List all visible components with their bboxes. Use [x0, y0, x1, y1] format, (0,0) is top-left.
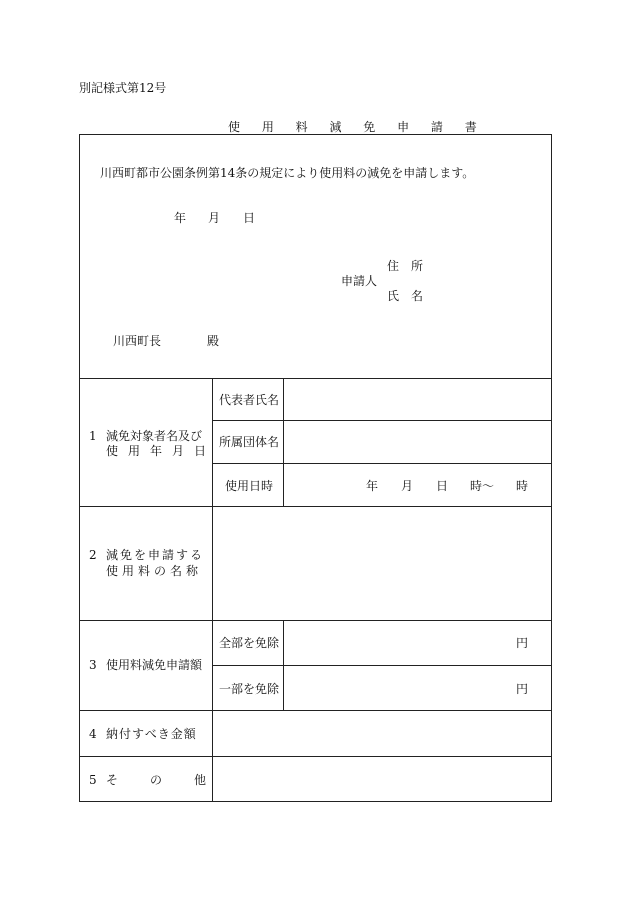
column-divider-main: [212, 378, 213, 802]
row5-number: 5: [89, 773, 97, 787]
row4-title: 納付すべき金額: [106, 727, 197, 741]
full-exemption-label: 全部を免除: [219, 636, 280, 650]
usage-year-label: 年: [366, 479, 379, 493]
row3-number: 3: [89, 658, 97, 672]
document-title: 使 用 料 減 免 申 請 書: [228, 120, 486, 134]
row5-title-char: 他: [193, 773, 206, 787]
address-label: 住 所: [387, 259, 424, 273]
divider-row3-sub: [213, 665, 552, 666]
divider-row1-sub1: [213, 420, 552, 421]
row1-title-line1: 減免対象者名及び: [106, 429, 203, 443]
row1-number: 1: [89, 429, 97, 443]
row2-number: 2: [89, 548, 97, 562]
divider-row1-sub2: [213, 463, 552, 464]
organization-name-label: 所属団体名: [219, 435, 280, 449]
row3-title: 使用料減免申請額: [106, 658, 203, 672]
applicant-label: 申請人: [341, 274, 378, 288]
application-statement: 川西町都市公園条例第14条の規定により使用料の減免を申請します。: [100, 166, 475, 180]
date-day-label: 日: [243, 211, 256, 225]
divider-row4-row5: [79, 756, 552, 757]
usage-datetime-label: 使用日時: [225, 479, 274, 493]
usage-month-label: 月: [401, 479, 414, 493]
usage-to-label: 時: [516, 479, 529, 493]
row2-title-line1: 減免を申請する: [106, 548, 205, 562]
usage-day-label: 日: [436, 479, 449, 493]
form-frame: [79, 134, 552, 802]
divider-row2-row3: [79, 620, 552, 621]
date-month-label: 月: [208, 211, 221, 225]
row5-title: [106, 774, 206, 786]
row5-title-char: の: [149, 773, 162, 787]
date-year-label: 年: [174, 211, 187, 225]
name-label: 氏 名: [387, 289, 424, 303]
column-divider-row1: [283, 378, 284, 506]
usage-from-label: 時〜: [470, 479, 495, 493]
divider-row1-row2: [79, 506, 552, 507]
honorific: 殿: [207, 334, 220, 348]
row1-title-line2: 使 用 年 月 日: [106, 444, 206, 458]
representative-name-label: 代表者氏名: [219, 393, 280, 407]
divider-application: [79, 378, 552, 379]
row5-title-char: そ: [106, 773, 119, 787]
addressee: 川西町長: [113, 334, 162, 348]
partial-exemption-unit: 円: [516, 682, 529, 696]
form-number: 別記様式第12号: [79, 81, 167, 95]
divider-row3-row4: [79, 710, 552, 711]
row4-number: 4: [89, 727, 97, 741]
partial-exemption-label: 一部を免除: [219, 682, 280, 696]
row2-title-line2: 使用料の名称: [106, 564, 203, 578]
full-exemption-unit: 円: [516, 636, 529, 650]
column-divider-row3: [283, 620, 284, 710]
